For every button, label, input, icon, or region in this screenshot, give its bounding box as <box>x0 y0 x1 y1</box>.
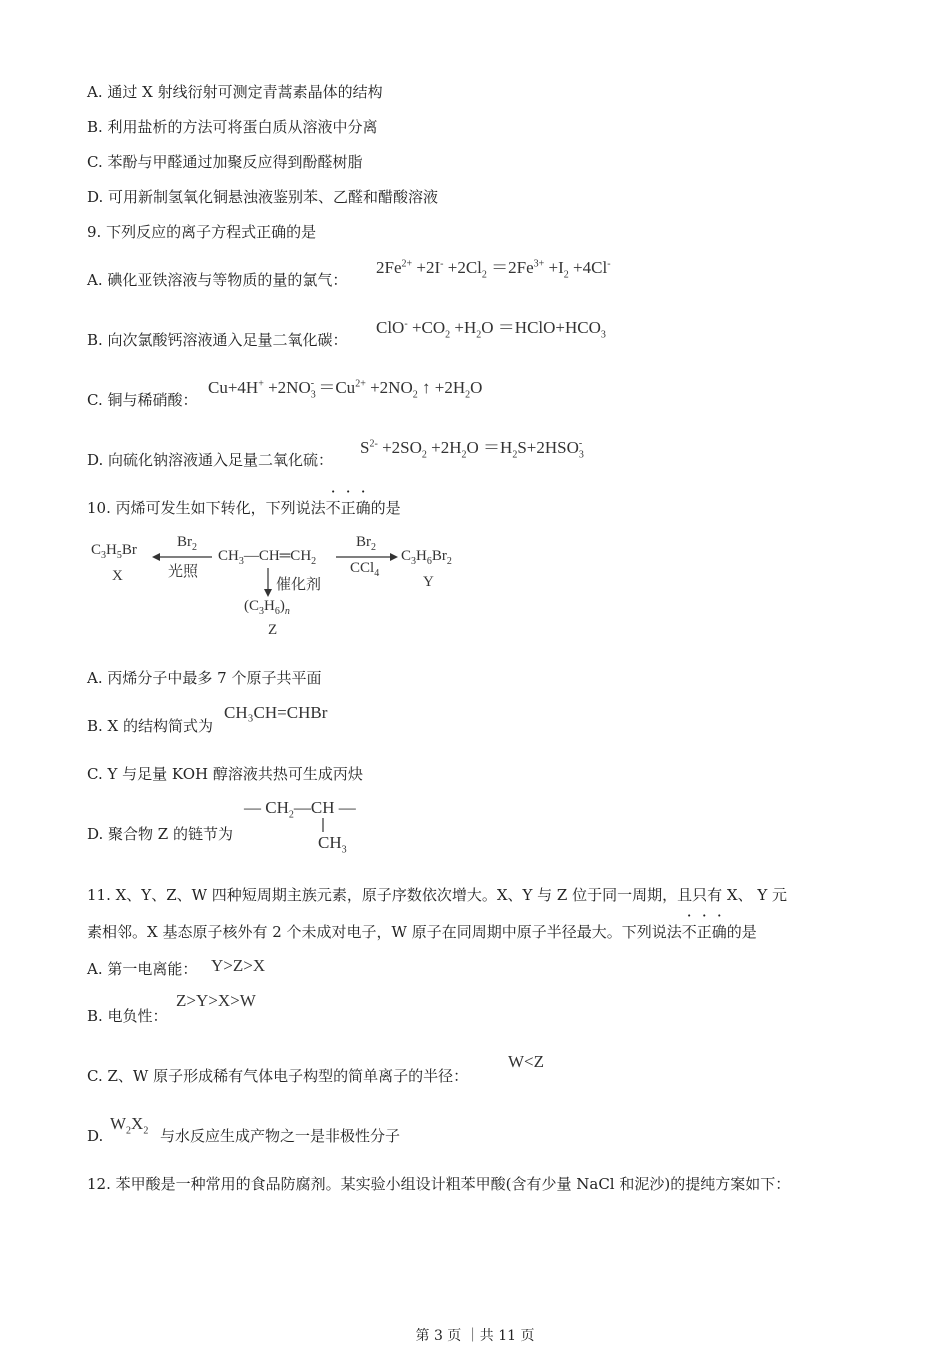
q9-option-d-text: D. 向硫化钠溶液通入足量二氧化硫： <box>87 451 334 469</box>
q11-option-d-formula: $W_2X_2$ <box>110 1114 149 1137</box>
q10-option-b-formula: CH₃CH=CHBr <box>224 703 328 722</box>
q9-option-c-equation: $Cu+4H^+ +2NO_3^- =Cu^{2+} +2NO_2$ ↑ $+2H_2O$ <box>208 378 483 401</box>
polymer-z-label: Z <box>268 622 278 638</box>
q9-option-b-equation: $ClO^- +CO_2 +H_2O$ $=HClO+HCO_3$ <box>376 318 606 341</box>
q11-option-a-text: A. 第一电离能： <box>87 960 198 978</box>
reagent-br2-left: $Br_2$ <box>177 534 197 553</box>
page-footer: 第 3 页 ｜共 11 页 <box>415 1328 535 1344</box>
q10-option-d-text: D. 聚合物 Z 的链节为 <box>87 825 233 843</box>
q8-option-a: A. 通过 X 射线衍射可测定青蒿素晶体的结构 <box>87 83 383 101</box>
q11-option-b-formula: Z>Y>X>W <box>176 991 256 1010</box>
repeating-unit-chain: — $CH_2—CH$ — <box>244 798 356 821</box>
compound-y-label: Y <box>423 574 434 590</box>
q11-stem-line1: 11. X、Y、Z、W 四种短周期主族元素，原子序数依次增大。X、Y 与 Z 位于同一周期，且只有 X、 Y 元 <box>87 886 788 904</box>
q9-option-d-equation: $S^{2-} +2SO_2 +2H_2O =H_2S+2HSO_3^-$ <box>360 438 584 461</box>
q9-option-a-text: A. 碘化亚铁溶液与等物质的量的氯气： <box>87 271 348 289</box>
compound-x-label: X <box>112 568 123 584</box>
q8-option-b: B. 利用盐析的方法可将蛋白质从溶液中分离 <box>87 118 378 136</box>
polymer-z-formula: $(C_3H_6)_n$ <box>244 598 290 617</box>
q11-option-c-formula: W<Z <box>508 1052 545 1071</box>
q11-option-d-prefix: D. <box>87 1127 104 1145</box>
reagent-ccl4: CCl$_4$ <box>350 560 380 579</box>
propylene-formula: $CH_3—CH═CH_2$ <box>218 548 317 567</box>
q9-option-b-text: B. 向次氯酸钙溶液通入足量二氧化碳： <box>87 331 348 349</box>
q8-option-d: D. 可用新制氢氧化铜悬浊液鉴别苯、乙醛和醋酸溶液 <box>87 188 439 206</box>
condition-catalyst: 催化剂 <box>276 577 322 593</box>
compound-x-formula: $C_3H_5Br$ <box>91 542 137 561</box>
q9-stem: 9. 下列反应的离子方程式正确的是 <box>87 223 317 241</box>
compound-y-formula: $C_3H_6Br_2$ <box>401 548 452 567</box>
q8-option-c: C. 苯酚与甲醛通过加聚反应得到酚醛树脂 <box>87 153 363 171</box>
q9-option-a-equation: $2Fe^{2+} +2I^- +2Cl_2 =2Fe^{3+} +I_2 +4Cl^-$ <box>376 258 611 281</box>
q11-stem-line2: 素相邻。X 基态原子核外有 2 个未成对电子，W 原子在同周期中原子半径最大。下列说法不正确的是 <box>87 923 757 941</box>
repeating-unit-methyl: $CH_3$ <box>318 833 347 856</box>
q12-stem: 12. 苯甲酸是一种常用的食品防腐剂。某实验小组设计粗苯甲酸(含有少量 NaCl 和泥沙)的提纯方案如下： <box>87 1175 791 1193</box>
q11-option-a-formula: Y>Z>X <box>211 956 266 975</box>
q9-option-c-text: C. 铜与稀硝酸： <box>87 391 198 409</box>
q11-option-d-text: 与水反应生成产物之一是非极性分子 <box>160 1127 401 1145</box>
q10-option-a: A. 丙烯分子中最多 7 个原子共平面 <box>87 669 322 687</box>
q10-option-c: C. Y 与足量 KOH 醇溶液共热可生成丙炔 <box>87 765 363 783</box>
condition-light: 光照 <box>168 564 199 580</box>
q11-option-c-text: C. Z、W 原子形成稀有气体电子构型的简单离子的半径： <box>87 1067 469 1085</box>
reagent-br2-right: $Br_2$ <box>356 534 376 553</box>
q11-option-b-text: B. 电负性： <box>87 1007 168 1025</box>
q10-option-b-text: B. X 的结构简式为 <box>87 717 214 735</box>
q10-stem: 10. 丙烯可发生如下转化，下列说法不正确的是 <box>87 499 401 517</box>
